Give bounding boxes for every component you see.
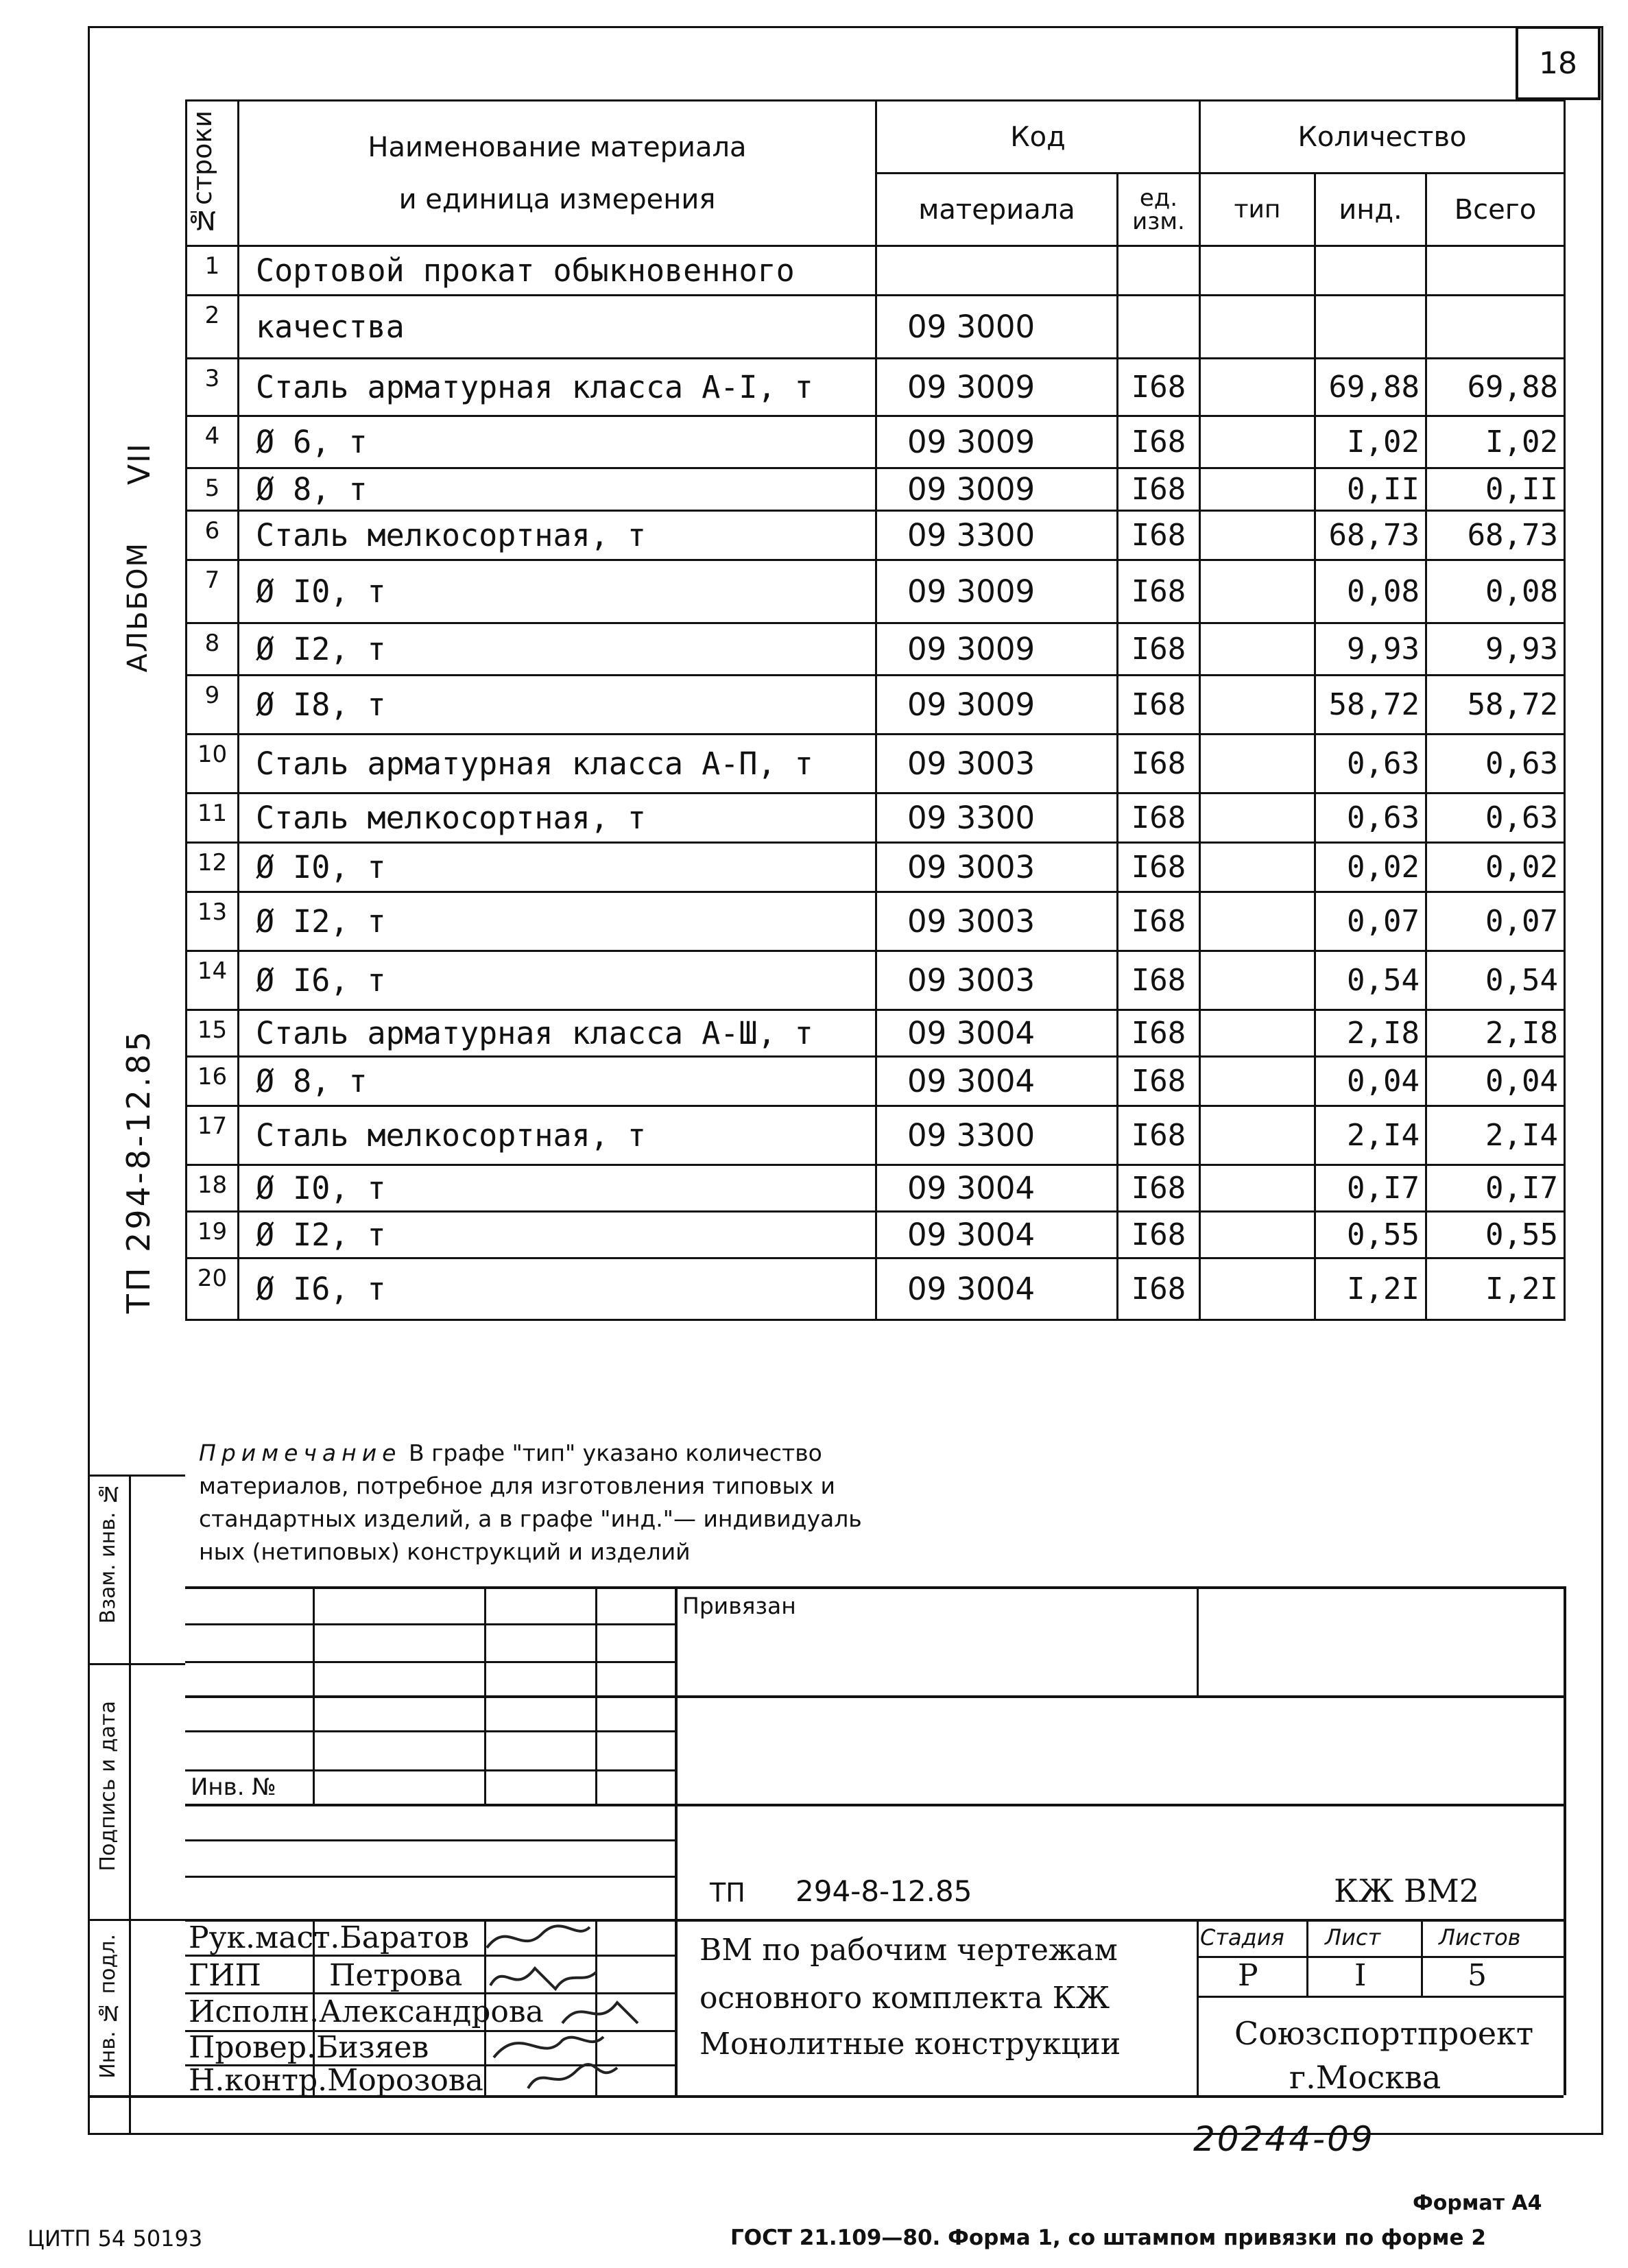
stamp-line bbox=[185, 1769, 675, 1771]
margin-line bbox=[88, 1919, 185, 1921]
table-row bbox=[187, 1212, 1565, 1258]
unit-code-cell bbox=[1118, 296, 1200, 359]
unit-code-cell: I68 bbox=[1118, 1165, 1200, 1212]
qty-typ-cell bbox=[1200, 296, 1315, 359]
table-row bbox=[187, 1010, 1565, 1057]
table-row bbox=[187, 735, 1565, 793]
stamp-line bbox=[1564, 1586, 1566, 2095]
materials-table bbox=[185, 99, 1566, 1321]
title-line-1 bbox=[699, 1933, 1118, 1968]
material-code-cell: 09 3009 bbox=[876, 416, 1118, 468]
qty-ind-cell: 0,07 bbox=[1315, 892, 1426, 951]
qty-ind-cell bbox=[1315, 296, 1426, 359]
material-name-cell: Ø I8, т bbox=[239, 676, 876, 735]
qty-total-cell bbox=[1426, 246, 1565, 296]
qty-typ-cell bbox=[1200, 560, 1315, 623]
table-row bbox=[187, 1258, 1565, 1320]
material-code-cell bbox=[876, 246, 1118, 296]
qty-typ-cell bbox=[1200, 468, 1315, 511]
list-value bbox=[1354, 1958, 1366, 1993]
signature-5 bbox=[528, 2064, 617, 2088]
album-number bbox=[122, 442, 157, 485]
table-row bbox=[187, 359, 1565, 416]
footer-gost bbox=[730, 2225, 1486, 2250]
title-line-2 bbox=[699, 1981, 1110, 2016]
material-name-cell: Ø I6, т bbox=[239, 951, 876, 1010]
stamp-line bbox=[1197, 1919, 1199, 2095]
document-mark-text: КЖ ВМ2 bbox=[1334, 1872, 1480, 1909]
unit-code-cell: I68 bbox=[1118, 735, 1200, 793]
material-name-cell: Ø 8, т bbox=[239, 468, 876, 511]
listov-label-text: Листов bbox=[1439, 1924, 1521, 1950]
qty-ind-cell: 2,I8 bbox=[1315, 1010, 1426, 1057]
material-code-cell: 09 3300 bbox=[876, 793, 1118, 843]
handwritten-number-text: 20244-09 bbox=[1193, 2119, 1375, 2159]
row-number-cell: 1 bbox=[187, 246, 239, 296]
qty-total-cell: 2,I8 bbox=[1426, 1010, 1565, 1057]
note-line3: стандартных изделий, а в графе "инд."— индивидуаль bbox=[199, 1505, 862, 1532]
table-row bbox=[187, 416, 1565, 468]
tp-number bbox=[795, 1874, 972, 1908]
signer-role-text: Исполн. bbox=[189, 1994, 320, 2029]
organization-city-text: г.Москва bbox=[1289, 2059, 1441, 2096]
signer-role-5 bbox=[189, 2063, 483, 2098]
signer-name-text: Баратов bbox=[339, 1920, 469, 1955]
qty-total-cell: 68,73 bbox=[1426, 511, 1565, 560]
signer-role-text: ГИП bbox=[189, 1958, 261, 1993]
signature-3 bbox=[562, 2003, 638, 2023]
signer-role-1 bbox=[189, 1920, 469, 1955]
table-row bbox=[187, 1057, 1565, 1106]
qty-ind-cell: 0,II bbox=[1315, 468, 1426, 511]
material-name-cell: Ø I6, т bbox=[239, 1258, 876, 1320]
row-number-cell: 10 bbox=[187, 735, 239, 793]
material-code-cell: 09 3009 bbox=[876, 560, 1118, 623]
sheet-number bbox=[1516, 26, 1601, 100]
material-name-cell: Сортовой прокат обыкновенного bbox=[239, 246, 876, 296]
material-name-cell: Ø I2, т bbox=[239, 1212, 876, 1258]
material-name-cell: качества bbox=[239, 296, 876, 359]
row-number-cell: 9 bbox=[187, 676, 239, 735]
qty-ind-cell: 0,54 bbox=[1315, 951, 1426, 1010]
col-ind-header bbox=[1315, 174, 1426, 246]
qty-total-cell: 0,04 bbox=[1426, 1057, 1565, 1106]
material-name-cell: Сталь арматурная класса А-Ш, т bbox=[239, 1010, 876, 1057]
unit-code-cell bbox=[1118, 246, 1200, 296]
project-side-text: ТП 294-8-12.85 bbox=[120, 1029, 157, 1314]
unit-code-cell: I68 bbox=[1118, 359, 1200, 416]
list-value-text: I bbox=[1354, 1958, 1367, 1993]
unit-code-cell: I68 bbox=[1118, 560, 1200, 623]
stadia-label-text: Стадия bbox=[1200, 1924, 1284, 1950]
listov-value-text: 5 bbox=[1468, 1958, 1487, 1993]
qty-ind-cell: 0,04 bbox=[1315, 1057, 1426, 1106]
col-typ-text: тип bbox=[1234, 195, 1281, 224]
tp-number-text: 294-8-12.85 bbox=[795, 1874, 972, 1908]
note-block bbox=[199, 1437, 1022, 1568]
margin-line bbox=[88, 1663, 185, 1665]
material-code-cell: 09 3300 bbox=[876, 511, 1118, 560]
material-code-cell: 09 3003 bbox=[876, 951, 1118, 1010]
footer-left bbox=[27, 2225, 202, 2252]
podpis-text: Подпись и дата bbox=[96, 1701, 120, 1872]
title-line-3-text: Монолитные конструкции bbox=[699, 2027, 1121, 2062]
col-name-line2: и единица измерения bbox=[398, 183, 716, 215]
row-number-cell: 13 bbox=[187, 892, 239, 951]
vzam-inv-label bbox=[96, 1481, 120, 1624]
note-line1: В графе "тип" указано количество bbox=[401, 1440, 822, 1466]
material-code-cell: 09 3009 bbox=[876, 359, 1118, 416]
col-material-text: материала bbox=[918, 193, 1075, 226]
unit-code-cell: I68 bbox=[1118, 416, 1200, 468]
organization-city bbox=[1289, 2059, 1441, 2096]
col-code-text: Код bbox=[1010, 121, 1066, 153]
qty-total-cell: 0,08 bbox=[1426, 560, 1565, 623]
qty-ind-cell bbox=[1315, 246, 1426, 296]
qty-total-cell: 9,93 bbox=[1426, 623, 1565, 676]
organization-text: Союзспортпроект bbox=[1234, 2015, 1534, 2052]
sheet-number-text: 18 bbox=[1539, 45, 1577, 81]
table-row bbox=[187, 1165, 1565, 1212]
table-row bbox=[187, 843, 1565, 892]
material-name-cell: Ø I0, т bbox=[239, 843, 876, 892]
col-code-header bbox=[876, 101, 1200, 174]
table-row bbox=[187, 296, 1565, 359]
album-text: АЛЬБОМ bbox=[122, 542, 154, 673]
material-name-cell: Сталь мелкосортная, т bbox=[239, 1106, 876, 1165]
privyazan-text: Привязан bbox=[682, 1592, 796, 1619]
signer-role-2 bbox=[189, 1958, 261, 1993]
stamp-line bbox=[185, 1586, 1564, 1589]
unit-code-cell: I68 bbox=[1118, 892, 1200, 951]
material-code-cell: 09 3004 bbox=[876, 1010, 1118, 1057]
qty-typ-cell bbox=[1200, 843, 1315, 892]
unit-code-cell: I68 bbox=[1118, 676, 1200, 735]
qty-typ-cell bbox=[1200, 359, 1315, 416]
material-code-cell: 09 3003 bbox=[876, 843, 1118, 892]
stamp-line bbox=[185, 1876, 675, 1878]
col-row-number-text: №строки bbox=[187, 110, 217, 236]
privyazan-label bbox=[682, 1592, 796, 1619]
unit-code-cell: I68 bbox=[1118, 843, 1200, 892]
material-code-cell: 09 3004 bbox=[876, 1258, 1118, 1320]
row-number-cell: 11 bbox=[187, 793, 239, 843]
inv-podl-text: Инв. № подл. bbox=[96, 1934, 120, 2079]
stamp-line bbox=[1197, 1996, 1564, 1998]
row-number-cell: 7 bbox=[187, 560, 239, 623]
qty-total-cell: 0,55 bbox=[1426, 1212, 1565, 1258]
table-row bbox=[187, 623, 1565, 676]
row-number-cell: 2 bbox=[187, 296, 239, 359]
qty-total-cell: 2,I4 bbox=[1426, 1106, 1565, 1165]
qty-ind-cell: 0,63 bbox=[1315, 793, 1426, 843]
qty-typ-cell bbox=[1200, 793, 1315, 843]
qty-total-cell: 0,I7 bbox=[1426, 1165, 1565, 1212]
unit-code-cell: I68 bbox=[1118, 623, 1200, 676]
qty-ind-cell: I,02 bbox=[1315, 416, 1426, 468]
row-number-cell: 15 bbox=[187, 1010, 239, 1057]
qty-ind-cell: 0,55 bbox=[1315, 1212, 1426, 1258]
footer-left-text: ЦИТП 54 50193 bbox=[27, 2225, 203, 2252]
col-unit-line1: ед. bbox=[1139, 184, 1178, 212]
qty-typ-cell bbox=[1200, 1165, 1315, 1212]
listov-label bbox=[1439, 1924, 1521, 1950]
stamp-line bbox=[185, 1661, 675, 1663]
unit-code-cell: I68 bbox=[1118, 1258, 1200, 1320]
stamp-line bbox=[185, 1730, 675, 1732]
col-name-line1: Наименование материала bbox=[368, 131, 747, 163]
stamp-line bbox=[1197, 1586, 1199, 1695]
material-name-cell: Сталь арматурная класса А-П, т bbox=[239, 735, 876, 793]
table-row bbox=[187, 1106, 1565, 1165]
qty-total-cell: 0,63 bbox=[1426, 793, 1565, 843]
material-code-cell: 09 3004 bbox=[876, 1057, 1118, 1106]
qty-total-cell: 0,02 bbox=[1426, 843, 1565, 892]
album-label bbox=[122, 542, 154, 672]
unit-code-cell: I68 bbox=[1118, 1212, 1200, 1258]
table-row bbox=[187, 793, 1565, 843]
note-line2: материалов, потребное для изготовления типовых и bbox=[199, 1472, 835, 1499]
material-name-cell: Сталь арматурная класса А-I, т bbox=[239, 359, 876, 416]
col-qty-header bbox=[1200, 101, 1565, 174]
material-name-cell: Сталь мелкосортная, т bbox=[239, 793, 876, 843]
material-name-cell: Ø I0, т bbox=[239, 560, 876, 623]
material-code-cell: 09 3000 bbox=[876, 296, 1118, 359]
qty-ind-cell: I,2I bbox=[1315, 1258, 1426, 1320]
material-name-cell: Ø 8, т bbox=[239, 1057, 876, 1106]
signer-name-2 bbox=[329, 1958, 462, 1993]
stamp-line bbox=[1306, 1919, 1308, 1996]
table-row bbox=[187, 468, 1565, 511]
qty-typ-cell bbox=[1200, 676, 1315, 735]
col-unit-line2: изм. bbox=[1132, 207, 1185, 235]
material-code-cell: 09 3009 bbox=[876, 676, 1118, 735]
signer-name-text: Морозова bbox=[327, 2063, 483, 2098]
qty-total-cell: 69,88 bbox=[1426, 359, 1565, 416]
row-number-cell: 6 bbox=[187, 511, 239, 560]
organization bbox=[1234, 2015, 1533, 2052]
signature-2 bbox=[490, 1968, 597, 1989]
podpis-label bbox=[96, 1701, 120, 1872]
qty-typ-cell bbox=[1200, 511, 1315, 560]
title-line-3 bbox=[699, 2027, 1121, 2062]
qty-total-cell: 0,54 bbox=[1426, 951, 1565, 1010]
signer-name-text: Петрова bbox=[329, 1958, 463, 1993]
qty-typ-cell bbox=[1200, 246, 1315, 296]
col-total-header bbox=[1426, 174, 1565, 246]
list-label bbox=[1325, 1924, 1380, 1950]
unit-code-cell: I68 bbox=[1118, 1057, 1200, 1106]
signer-role-text: Рук.маст. bbox=[189, 1920, 340, 1955]
row-number-cell: 14 bbox=[187, 951, 239, 1010]
col-ind-text: инд. bbox=[1339, 193, 1402, 226]
vzam-inv-text: Взам. инв. № bbox=[96, 1481, 120, 1624]
qty-ind-cell: 58,72 bbox=[1315, 676, 1426, 735]
row-number-cell: 19 bbox=[187, 1212, 239, 1258]
qty-total-cell: 0,07 bbox=[1426, 892, 1565, 951]
material-code-cell: 09 3300 bbox=[876, 1106, 1118, 1165]
col-row-number-header bbox=[187, 101, 239, 246]
signature-4 bbox=[494, 2037, 603, 2057]
signature-1 bbox=[487, 1926, 590, 1948]
table-row bbox=[187, 246, 1565, 296]
listov-value bbox=[1468, 1958, 1487, 1993]
title-line-2-text: основного комплекта КЖ bbox=[699, 1981, 1110, 2016]
material-code-cell: 09 3003 bbox=[876, 735, 1118, 793]
qty-ind-cell: 0,I7 bbox=[1315, 1165, 1426, 1212]
qty-total-cell: 0,II bbox=[1426, 468, 1565, 511]
col-material-header bbox=[876, 174, 1118, 246]
qty-ind-cell: 0,08 bbox=[1315, 560, 1426, 623]
note-line4: ных (нетиповых) конструкций и изделий bbox=[199, 1538, 691, 1565]
margin-line bbox=[129, 1475, 131, 2135]
material-name-cell: Ø I0, т bbox=[239, 1165, 876, 1212]
tp-label bbox=[710, 1878, 745, 1908]
margin-line bbox=[88, 1475, 185, 1477]
material-name-cell: Сталь мелкосортная, т bbox=[239, 511, 876, 560]
row-number-cell: 8 bbox=[187, 623, 239, 676]
col-unit-header bbox=[1118, 174, 1200, 246]
unit-code-cell: I68 bbox=[1118, 951, 1200, 1010]
row-number-cell: 12 bbox=[187, 843, 239, 892]
inv-podl-label bbox=[96, 1934, 120, 2079]
row-number-cell: 4 bbox=[187, 416, 239, 468]
qty-total-cell: I,2I bbox=[1426, 1258, 1565, 1320]
qty-ind-cell: 9,93 bbox=[1315, 623, 1426, 676]
signatures bbox=[480, 1920, 658, 2095]
qty-typ-cell bbox=[1200, 1057, 1315, 1106]
col-total-text: Всего bbox=[1454, 193, 1537, 226]
qty-total-cell: 58,72 bbox=[1426, 676, 1565, 735]
row-number-cell: 3 bbox=[187, 359, 239, 416]
format-label bbox=[1413, 2191, 1542, 2215]
handwritten-number bbox=[1193, 2119, 1375, 2159]
signer-role-4 bbox=[189, 2030, 429, 2065]
row-number-cell: 20 bbox=[187, 1258, 239, 1320]
inv-no-text: Инв. № bbox=[191, 1774, 276, 1801]
stamp-line bbox=[675, 1586, 678, 2095]
list-label-text: Лист bbox=[1325, 1924, 1381, 1950]
table-row bbox=[187, 511, 1565, 560]
tp-text: ТП bbox=[710, 1878, 745, 1908]
material-code-cell: 09 3004 bbox=[876, 1165, 1118, 1212]
signer-role-text: Провер. bbox=[189, 2030, 316, 2065]
row-number-cell: 5 bbox=[187, 468, 239, 511]
stamp-line bbox=[1421, 1919, 1423, 1996]
unit-code-cell: I68 bbox=[1118, 468, 1200, 511]
title-line-1-text: ВМ по рабочим чертежам bbox=[699, 1933, 1118, 1968]
qty-ind-cell: 68,73 bbox=[1315, 511, 1426, 560]
note-label: Примечание bbox=[199, 1440, 402, 1466]
inv-no-label bbox=[191, 1774, 276, 1801]
format-label-text: Формат А4 bbox=[1413, 2191, 1542, 2215]
footer-gost-text: ГОСТ 21.109—80. Форма 1, со штампом привязки по форме 2 bbox=[730, 2225, 1486, 2250]
material-code-cell: 09 3009 bbox=[876, 468, 1118, 511]
stamp-line bbox=[313, 1586, 315, 1804]
signer-name-text: Бизяев bbox=[316, 2030, 429, 2065]
stamp-line bbox=[185, 1623, 675, 1625]
qty-typ-cell bbox=[1200, 1010, 1315, 1057]
col-name-header bbox=[239, 101, 876, 246]
album-number-text: VII bbox=[122, 442, 157, 486]
col-qty-text: Количество bbox=[1297, 121, 1467, 153]
table-row bbox=[187, 676, 1565, 735]
project-side-label bbox=[120, 1029, 157, 1313]
qty-total-cell: I,02 bbox=[1426, 416, 1565, 468]
table-row bbox=[187, 560, 1565, 623]
qty-typ-cell bbox=[1200, 892, 1315, 951]
qty-typ-cell bbox=[1200, 1106, 1315, 1165]
row-number-cell: 18 bbox=[187, 1165, 239, 1212]
qty-ind-cell: 0,63 bbox=[1315, 735, 1426, 793]
unit-code-cell: I68 bbox=[1118, 511, 1200, 560]
material-code-cell: 09 3004 bbox=[876, 1212, 1118, 1258]
table-row bbox=[187, 951, 1565, 1010]
qty-ind-cell: 0,02 bbox=[1315, 843, 1426, 892]
row-number-cell: 17 bbox=[187, 1106, 239, 1165]
stadia-label bbox=[1200, 1924, 1284, 1950]
qty-total-cell: 0,63 bbox=[1426, 735, 1565, 793]
qty-typ-cell bbox=[1200, 1258, 1315, 1320]
stamp-line bbox=[484, 1586, 486, 1804]
table-row bbox=[187, 892, 1565, 951]
qty-typ-cell bbox=[1200, 735, 1315, 793]
qty-typ-cell bbox=[1200, 416, 1315, 468]
qty-typ-cell bbox=[1200, 623, 1315, 676]
stamp-line bbox=[185, 1804, 1564, 1806]
qty-typ-cell bbox=[1200, 951, 1315, 1010]
material-code-cell: 09 3009 bbox=[876, 623, 1118, 676]
unit-code-cell: I68 bbox=[1118, 1010, 1200, 1057]
material-name-cell: Ø I2, т bbox=[239, 623, 876, 676]
qty-total-cell bbox=[1426, 296, 1565, 359]
row-number-cell: 16 bbox=[187, 1057, 239, 1106]
qty-typ-cell bbox=[1200, 1212, 1315, 1258]
material-name-cell: Ø I2, т bbox=[239, 892, 876, 951]
signer-role-text: Н.контр. bbox=[189, 2063, 328, 2098]
stamp-line bbox=[185, 1695, 1564, 1698]
col-typ-header bbox=[1200, 174, 1315, 246]
signer-name-text: Александрова bbox=[319, 1994, 544, 2029]
unit-code-cell: I68 bbox=[1118, 793, 1200, 843]
unit-code-cell: I68 bbox=[1118, 1106, 1200, 1165]
stamp-line bbox=[595, 1586, 597, 1804]
stadia-value bbox=[1238, 1958, 1258, 1993]
material-code-cell: 09 3003 bbox=[876, 892, 1118, 951]
qty-ind-cell: 2,I4 bbox=[1315, 1106, 1426, 1165]
qty-ind-cell: 69,88 bbox=[1315, 359, 1426, 416]
document-mark bbox=[1334, 1872, 1479, 1909]
stadia-value-text: Р bbox=[1238, 1958, 1258, 1993]
material-name-cell: Ø 6, т bbox=[239, 416, 876, 468]
margin-line bbox=[88, 1475, 90, 2135]
stamp-line bbox=[185, 1839, 675, 1841]
